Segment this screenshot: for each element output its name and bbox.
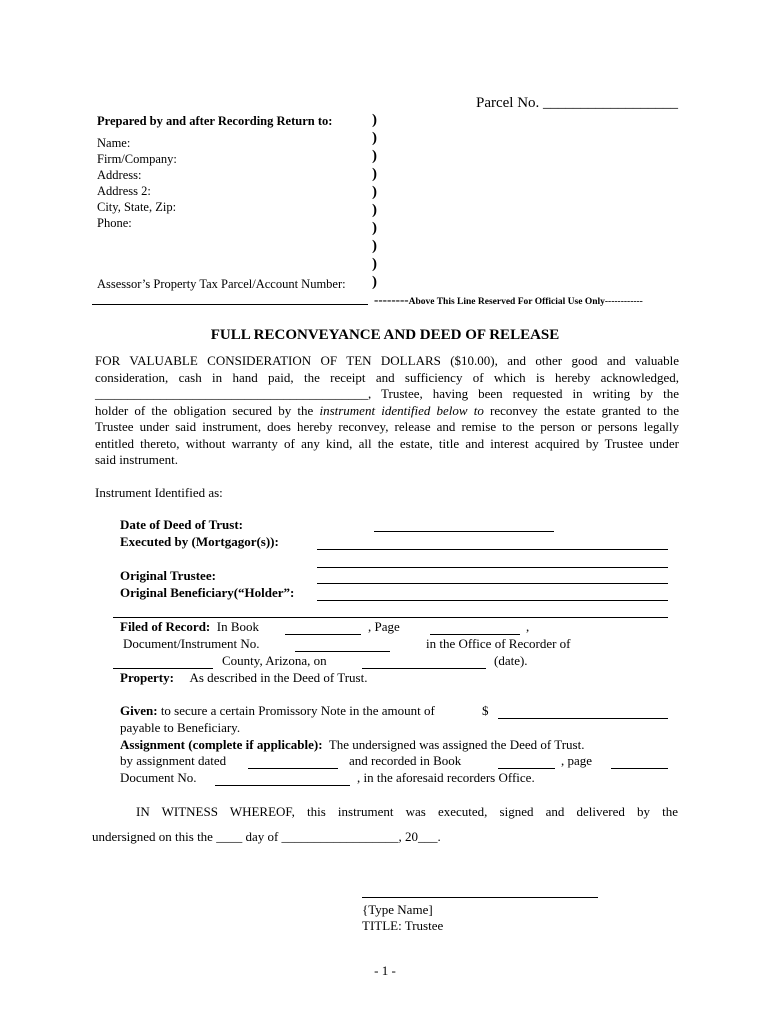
assignment-page-label: , page [561,753,593,768]
return-to-heading: Prepared by and after Recording Return to: [97,114,333,128]
bracket-mark: ) [372,256,377,272]
field-address2-label: Address 2: [97,184,151,198]
assignment-page-field[interactable] [611,768,668,769]
bracket-mark: ) [372,166,377,182]
official-use-notice [374,292,643,308]
date-suffix: (date). [494,653,528,668]
document-instrument-label: Document/Instrument No. [123,636,260,651]
assignment-row [120,737,584,753]
bracket-mark: ) [372,238,377,254]
bracket-mark: ) [372,274,377,290]
witness-line-2: undersigned on this the ____ day of __________________, 20___. [92,829,441,844]
document-no-field[interactable] [215,785,350,786]
executed-by-label: Executed by (Mortgagor(s)): [120,534,279,549]
county-label: County, Arizona, on [222,653,327,668]
property-row [120,670,367,686]
assignment-text: The undersigned was assigned the Deed of Trust. [328,737,585,752]
original-beneficiary-label: Original Beneficiary(“Holder”: [120,585,295,600]
original-beneficiary-field[interactable] [317,600,668,601]
body-line-4b: reconvey the estate granted to the [490,403,680,418]
bracket-mark: ) [372,130,377,146]
dollar-sign: $ [482,703,489,718]
signature-line[interactable] [362,897,598,898]
body-line-4 [95,403,679,420]
recorded-in-book-label: and recorded in Book [349,753,462,768]
page-number: - 1 - [374,963,396,978]
field-phone-label: Phone: [97,216,132,230]
bracket-mark: ) [372,202,377,218]
body-line-1: FOR VALUABLE CONSIDERATION OF TEN DOLLARS ($10.00), and other good and valuable [95,353,679,368]
given-text: to secure a certain Promissory Note in the amount of [160,703,435,718]
book-field[interactable] [285,634,361,635]
body-line-6: entitled thereto, without warranty of any kind, all the estate, title and interest acquired by Trustee under [95,436,679,451]
document-title: FULL RECONVEYANCE AND DEED OF RELEASE [210,327,560,343]
bracket-mark: ) [372,184,377,200]
assignment-label: Assignment (complete if applicable): [120,737,323,752]
given-label: Given: [120,703,158,718]
field-firm-label: Firm/Company: [97,152,177,166]
bracket-mark: ) [372,220,377,236]
document-instrument-field[interactable] [295,651,390,652]
parcel-number: Parcel No. __________________ [476,95,679,111]
body-line-5: Trustee under said instrument, does hereby reconvey, release and remise to the person or persons legally [95,419,679,434]
official-use-text: Above This Line Reserved For Official Use Only------------ [408,297,643,307]
executed-by-field[interactable] [317,549,668,550]
bracket-mark: ) [372,112,377,128]
payable-text: payable to Beneficiary. [120,720,241,735]
trustee-name-blank[interactable]: __________________________________________ [95,386,368,401]
county-field[interactable] [113,668,213,669]
in-book-label: In Book [216,619,260,634]
filed-of-record-label: Filed of Record: [120,619,211,634]
assignment-book-field[interactable] [498,768,555,769]
signer-name: {Type Name] [362,902,433,917]
original-trustee-label: Original Trustee: [120,568,216,583]
filed-of-record-row [120,619,259,635]
document-no-label: Document No. [120,770,197,785]
date-of-deed-field[interactable] [374,531,554,532]
bracket-mark: ) [372,148,377,164]
page-label: , Page [368,619,400,634]
given-row [120,703,435,719]
executed-by-field-2[interactable] [317,567,668,568]
field-address-label: Address: [97,168,142,182]
beneficiary-continuation-line[interactable] [113,617,668,618]
field-name-label: Name: [97,136,131,150]
body-line-7: said instrument. [95,452,179,467]
date-of-deed-label: Date of Deed of Trust: [120,517,243,532]
property-value: As described in the Deed of Trust. [189,670,368,685]
assignment-date-field[interactable] [248,768,338,769]
original-trustee-field[interactable] [317,583,668,584]
property-label: Property: [120,670,174,685]
office-of-recorder-label: in the Office of Recorder of [426,636,571,651]
body-line-2: consideration, cash in hand paid, the receipt and sufficiency of which is hereby acknowledged, [95,370,679,385]
assignment-dated-label: by assignment dated [120,753,227,768]
signer-title: TITLE: Trustee [362,918,444,933]
assessor-signature-line [92,304,368,305]
field-city-state-zip-label: City, State, Zip: [97,200,177,214]
page-field[interactable] [430,634,520,635]
body-line-4a: holder of the obligation secured by the [95,403,314,418]
body-line-3 [95,386,679,403]
note-amount-field[interactable] [498,718,668,719]
assessor-parcel-label: Assessor’s Property Tax Parcel/Account Number: [97,277,346,291]
body-line-3-text: , Trustee, having been requested in writing by the [368,386,679,401]
body-line-4-italic: instrument identified below to [319,403,484,418]
witness-line-1: IN WITNESS WHEREOF, this instrument was executed, signed and delivered by the [136,804,678,819]
page-comma: , [526,619,530,634]
record-date-field[interactable] [362,668,486,669]
aforesaid-text: , in the aforesaid recorders Office. [357,770,535,785]
instrument-heading: Instrument Identified as: [95,485,223,500]
official-use-dashes: -------- [374,292,409,307]
